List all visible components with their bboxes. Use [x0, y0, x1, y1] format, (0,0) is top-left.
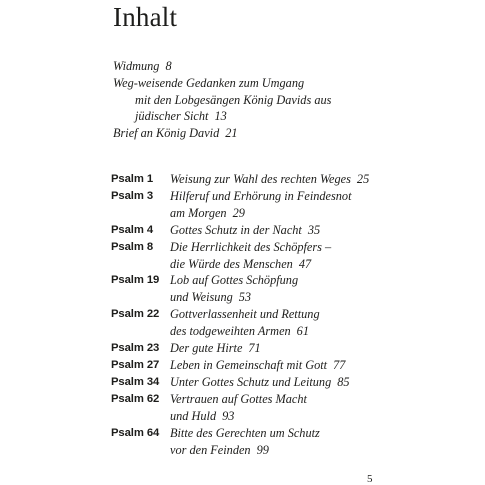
- psalm-title-line: [170, 222, 320, 239]
- toc-page-number: 61: [296, 324, 309, 339]
- psalm-entry: [111, 391, 369, 425]
- psalm-title-text: Vertrauen auf Gottes Macht: [170, 391, 307, 406]
- toc-page-number: 29: [232, 205, 245, 220]
- psalm-list: [111, 171, 369, 458]
- psalm-title: [170, 239, 331, 273]
- psalm-title-line: [170, 425, 320, 442]
- toc-page-number: 21: [225, 126, 238, 141]
- psalm-title-line: [170, 256, 331, 273]
- psalm-title-line: [170, 205, 352, 222]
- psalm-title-text: Der gute Hirte: [170, 341, 243, 356]
- psalm-title: [170, 272, 298, 306]
- psalm-entry: [111, 272, 369, 306]
- psalm-title: [170, 171, 369, 188]
- psalm-entry: [111, 306, 369, 340]
- psalm-title-text: am Morgen: [170, 205, 227, 220]
- psalm-title: [170, 306, 320, 340]
- psalm-title-text: Gottverlassenheit und Rettung: [170, 307, 320, 322]
- psalm-title-line: [170, 306, 320, 323]
- psalm-label: Psalm 3: [111, 189, 154, 202]
- psalm-title: [170, 340, 261, 357]
- page-number: 5: [367, 473, 373, 485]
- psalm-label: Psalm 27: [111, 358, 160, 371]
- psalm-label: Psalm 62: [111, 392, 160, 405]
- toc-page-number: 25: [356, 172, 370, 186]
- psalm-label: Psalm 4: [111, 223, 154, 236]
- psalm-label: Psalm 8: [111, 240, 154, 253]
- front-matter-list: [113, 58, 331, 142]
- psalm-title-line: [170, 408, 307, 425]
- psalm-label: Psalm 23: [111, 342, 160, 355]
- psalm-label: Psalm 34: [111, 375, 160, 388]
- psalm-title-text: und Weisung: [170, 290, 233, 305]
- toc-entry: [113, 58, 331, 75]
- toc-page-number: 77: [333, 357, 346, 372]
- psalm-title-text: und Huld: [170, 408, 217, 423]
- page-title: Inhalt: [113, 2, 178, 32]
- psalm-entry: [111, 425, 369, 459]
- toc-page-number: 93: [222, 408, 235, 423]
- psalm-title-text: Gottes Schutz in der Nacht: [170, 222, 302, 237]
- toc-entry: [113, 75, 331, 125]
- toc-page-number: 35: [307, 222, 321, 237]
- psalm-title-line: [170, 239, 331, 256]
- psalm-title-line: [170, 340, 261, 357]
- toc-entry-title-line: Weg-weisende Gedanken zum Umgang: [113, 75, 305, 90]
- psalm-title-text: Leben in Gemeinschaft mit Gott: [170, 357, 328, 372]
- toc-entry-title-line: mit den Lobgesängen König Davids aus: [135, 92, 332, 107]
- psalm-title-line: [170, 323, 320, 340]
- psalm-entry: [111, 340, 369, 357]
- toc-page-number: 13: [214, 109, 227, 124]
- psalm-title-line: [170, 289, 298, 306]
- psalm-entry: [111, 239, 369, 273]
- psalm-title-line: [170, 188, 352, 205]
- psalm-title-text: Bitte des Gerechten um Schutz: [170, 425, 320, 440]
- psalm-title: [170, 222, 320, 239]
- psalm-title-line: [170, 442, 320, 459]
- psalm-title-text: Hilferuf und Erhörung in Feindesnot: [170, 188, 352, 203]
- psalm-title: [170, 374, 350, 391]
- psalm-title-line: [170, 374, 350, 391]
- psalm-title-text: des todgeweihten Armen: [170, 324, 291, 339]
- psalm-title-text: Die Herrlichkeit des Schöpfers –: [170, 239, 332, 254]
- psalm-label: Psalm 1: [111, 173, 154, 185]
- psalm-entry: [111, 222, 369, 239]
- psalm-title-line: [170, 391, 307, 408]
- psalm-title-line: [170, 171, 369, 188]
- psalm-title: [170, 425, 320, 459]
- psalm-entry: [111, 374, 369, 391]
- psalm-title-text: die Würde des Menschen: [170, 256, 293, 271]
- psalm-label: Psalm 19: [111, 274, 160, 287]
- toc-entry: [113, 125, 331, 142]
- toc-entry-title-line: Widmung 8: [113, 59, 172, 73]
- toc-page-number: 71: [248, 341, 261, 356]
- toc-entry-title-line: Brief an König David 21: [113, 126, 238, 141]
- psalm-title-line: [170, 272, 298, 289]
- psalm-entry: [111, 357, 369, 374]
- toc-page-number: 99: [256, 442, 269, 457]
- psalm-label: Psalm 64: [111, 426, 160, 439]
- psalm-title-text: vor den Feinden: [170, 442, 251, 457]
- psalm-title-text: Weisung zur Wahl des rechten Weges: [170, 172, 351, 186]
- psalm-entry: [111, 188, 369, 222]
- toc-page-number: 47: [298, 256, 312, 271]
- psalm-title-line: [170, 357, 345, 374]
- psalm-title-text: Lob auf Gottes Schöpfung: [170, 273, 299, 288]
- psalm-label: Psalm 22: [111, 308, 160, 321]
- psalm-title: [170, 188, 352, 222]
- psalm-title: [170, 357, 345, 374]
- toc-entry-title-line: jüdischer Sicht 13: [135, 109, 227, 124]
- toc-page-number: 8: [165, 59, 172, 73]
- psalm-title: [170, 391, 307, 425]
- psalm-title-text: Unter Gottes Schutz und Leitung: [170, 374, 332, 389]
- toc-page-number: 53: [238, 290, 252, 305]
- toc-page-number: 85: [337, 374, 350, 389]
- psalm-entry: [111, 171, 369, 188]
